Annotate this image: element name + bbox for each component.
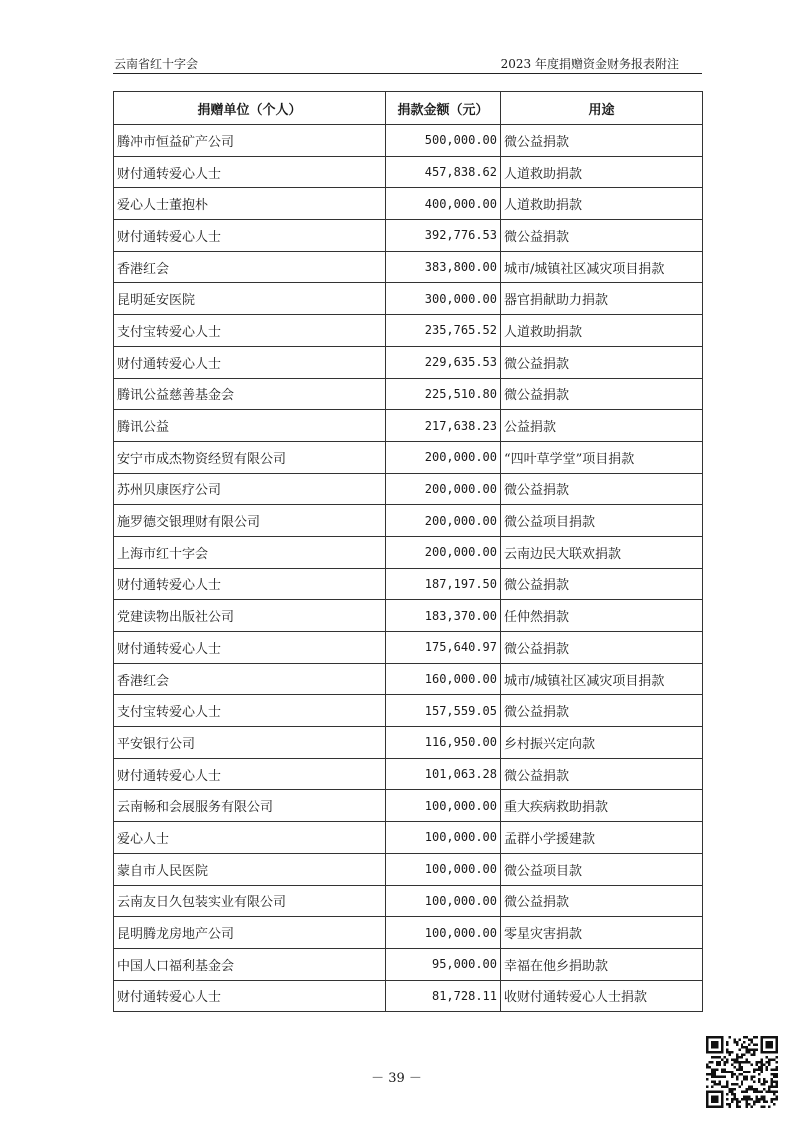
donor-cell: 腾讯公益 bbox=[114, 410, 386, 442]
table-row bbox=[114, 410, 703, 442]
table-row bbox=[114, 283, 703, 315]
table-row bbox=[114, 663, 703, 695]
donor-cell: 施罗德交银理财有限公司 bbox=[114, 505, 386, 537]
qr-code bbox=[706, 1036, 778, 1108]
purpose-cell: 零星灾害捐款 bbox=[501, 917, 703, 949]
amount-cell: 225,510.80 bbox=[386, 378, 501, 410]
purpose-cell: 微公益捐款 bbox=[501, 220, 703, 252]
amount-cell: 100,000.00 bbox=[386, 885, 501, 917]
donor-cell: 腾冲市恒益矿产公司 bbox=[114, 125, 386, 157]
donor-cell: 平安银行公司 bbox=[114, 727, 386, 759]
purpose-cell: 幸福在他乡捐助款 bbox=[501, 948, 703, 980]
table-row bbox=[114, 378, 703, 410]
purpose-cell: 公益捐款 bbox=[501, 410, 703, 442]
purpose-cell: 微公益捐款 bbox=[501, 473, 703, 505]
donor-cell: 党建读物出版社公司 bbox=[114, 600, 386, 632]
table-row bbox=[114, 948, 703, 980]
purpose-cell: 人道救助捐款 bbox=[501, 188, 703, 220]
purpose-cell: 微公益捐款 bbox=[501, 568, 703, 600]
amount-cell: 457,838.62 bbox=[386, 156, 501, 188]
table-row bbox=[114, 568, 703, 600]
table-row bbox=[114, 853, 703, 885]
table-row bbox=[114, 632, 703, 664]
table-row bbox=[114, 156, 703, 188]
column-header-amount: 捐款金额（元） bbox=[386, 92, 501, 125]
donor-cell: 爱心人士董抱朴 bbox=[114, 188, 386, 220]
purpose-cell: 微公益捐款 bbox=[501, 885, 703, 917]
donor-cell: 香港红会 bbox=[114, 251, 386, 283]
table-header-row bbox=[114, 92, 703, 125]
donor-cell: 腾讯公益慈善基金会 bbox=[114, 378, 386, 410]
amount-cell: 200,000.00 bbox=[386, 441, 501, 473]
amount-cell: 183,370.00 bbox=[386, 600, 501, 632]
donor-cell: 昆明延安医院 bbox=[114, 283, 386, 315]
donor-cell: 爱心人士 bbox=[114, 822, 386, 854]
amount-cell: 392,776.53 bbox=[386, 220, 501, 252]
table-row bbox=[114, 790, 703, 822]
table-row bbox=[114, 251, 703, 283]
table-row bbox=[114, 220, 703, 252]
donor-cell: 香港红会 bbox=[114, 663, 386, 695]
donor-cell: 昆明腾龙房地产公司 bbox=[114, 917, 386, 949]
table-row bbox=[114, 473, 703, 505]
amount-cell: 187,197.50 bbox=[386, 568, 501, 600]
purpose-cell: 云南边民大联欢捐款 bbox=[501, 536, 703, 568]
purpose-cell: 微公益捐款 bbox=[501, 346, 703, 378]
purpose-cell: 微公益捐款 bbox=[501, 695, 703, 727]
amount-cell: 116,950.00 bbox=[386, 727, 501, 759]
purpose-cell: 人道救助捐款 bbox=[501, 315, 703, 347]
table-row bbox=[114, 536, 703, 568]
purpose-cell: 重大疾病救助捐款 bbox=[501, 790, 703, 822]
table-body bbox=[114, 125, 703, 1012]
donor-cell: 支付宝转爱心人士 bbox=[114, 315, 386, 347]
table-row bbox=[114, 758, 703, 790]
donor-cell: 支付宝转爱心人士 bbox=[114, 695, 386, 727]
amount-cell: 81,728.11 bbox=[386, 980, 501, 1012]
table-row bbox=[114, 822, 703, 854]
donor-cell: 云南畅和会展服务有限公司 bbox=[114, 790, 386, 822]
column-header-donor: 捐赠单位（个人） bbox=[114, 92, 386, 125]
purpose-cell: 城市/城镇社区减灾项目捐款 bbox=[501, 663, 703, 695]
purpose-cell: 乡村振兴定向款 bbox=[501, 727, 703, 759]
purpose-cell: 器官捐献助力捐款 bbox=[501, 283, 703, 315]
donor-cell: 财付通转爱心人士 bbox=[114, 758, 386, 790]
header-document-title: 2023 年度捐赠资金财务报表附注 bbox=[500, 57, 679, 71]
table-row bbox=[114, 315, 703, 347]
donor-cell: 财付通转爱心人士 bbox=[114, 980, 386, 1012]
purpose-cell: 收财付通转爱心人士捐款 bbox=[501, 980, 703, 1012]
amount-cell: 229,635.53 bbox=[386, 346, 501, 378]
table-row bbox=[114, 885, 703, 917]
purpose-cell: 城市/城镇社区减灾项目捐款 bbox=[501, 251, 703, 283]
table-row bbox=[114, 917, 703, 949]
donor-cell: 蒙自市人民医院 bbox=[114, 853, 386, 885]
page-number: － 39 － bbox=[371, 1071, 422, 1086]
amount-cell: 101,063.28 bbox=[386, 758, 501, 790]
table-row bbox=[114, 125, 703, 157]
donor-cell: 财付通转爱心人士 bbox=[114, 220, 386, 252]
table-row bbox=[114, 505, 703, 537]
amount-cell: 95,000.00 bbox=[386, 948, 501, 980]
amount-cell: 100,000.00 bbox=[386, 822, 501, 854]
purpose-cell: “四叶草学堂”项目捐款 bbox=[501, 441, 703, 473]
header-org-name: 云南省红十字会 bbox=[114, 57, 199, 71]
donor-cell: 安宁市成杰物资经贸有限公司 bbox=[114, 441, 386, 473]
amount-cell: 235,765.52 bbox=[386, 315, 501, 347]
donor-cell: 财付通转爱心人士 bbox=[114, 346, 386, 378]
amount-cell: 383,800.00 bbox=[386, 251, 501, 283]
header-divider bbox=[113, 73, 702, 74]
donor-cell: 财付通转爱心人士 bbox=[114, 568, 386, 600]
donor-cell: 上海市红十字会 bbox=[114, 536, 386, 568]
table-row bbox=[114, 346, 703, 378]
purpose-cell: 微公益捐款 bbox=[501, 758, 703, 790]
donor-cell: 财付通转爱心人士 bbox=[114, 632, 386, 664]
table-row bbox=[114, 727, 703, 759]
amount-cell: 200,000.00 bbox=[386, 536, 501, 568]
purpose-cell: 任仲然捐款 bbox=[501, 600, 703, 632]
purpose-cell: 微公益捐款 bbox=[501, 378, 703, 410]
purpose-cell: 微公益项目款 bbox=[501, 853, 703, 885]
donor-cell: 财付通转爱心人士 bbox=[114, 156, 386, 188]
amount-cell: 500,000.00 bbox=[386, 125, 501, 157]
amount-cell: 217,638.23 bbox=[386, 410, 501, 442]
purpose-cell: 孟群小学援建款 bbox=[501, 822, 703, 854]
purpose-cell: 微公益捐款 bbox=[501, 125, 703, 157]
column-header-purpose: 用途 bbox=[501, 92, 703, 125]
donor-cell: 中国人口福利基金会 bbox=[114, 948, 386, 980]
table-row bbox=[114, 600, 703, 632]
amount-cell: 175,640.97 bbox=[386, 632, 501, 664]
amount-cell: 300,000.00 bbox=[386, 283, 501, 315]
purpose-cell: 人道救助捐款 bbox=[501, 156, 703, 188]
table-row bbox=[114, 188, 703, 220]
amount-cell: 200,000.00 bbox=[386, 505, 501, 537]
amount-cell: 100,000.00 bbox=[386, 853, 501, 885]
amount-cell: 200,000.00 bbox=[386, 473, 501, 505]
table-row bbox=[114, 695, 703, 727]
amount-cell: 100,000.00 bbox=[386, 790, 501, 822]
amount-cell: 100,000.00 bbox=[386, 917, 501, 949]
donor-cell: 苏州贝康医疗公司 bbox=[114, 473, 386, 505]
amount-cell: 400,000.00 bbox=[386, 188, 501, 220]
purpose-cell: 微公益项目捐款 bbox=[501, 505, 703, 537]
table-row bbox=[114, 441, 703, 473]
amount-cell: 157,559.05 bbox=[386, 695, 501, 727]
table-row bbox=[114, 980, 703, 1012]
donor-cell: 云南友日久包装实业有限公司 bbox=[114, 885, 386, 917]
donations-table bbox=[113, 91, 703, 1012]
amount-cell: 160,000.00 bbox=[386, 663, 501, 695]
purpose-cell: 微公益捐款 bbox=[501, 632, 703, 664]
